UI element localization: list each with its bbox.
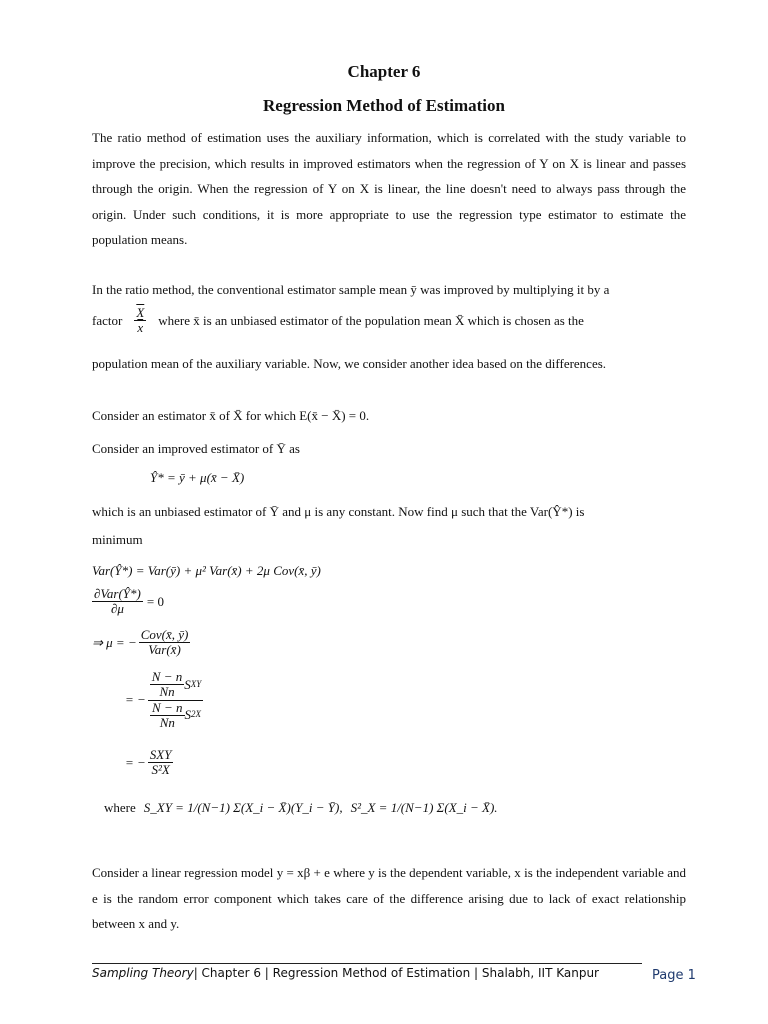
factor-numerator: $\overline{X}$	[136, 305, 145, 320]
footer-text	[92, 966, 599, 980]
unbiased-line: which is an unbiased estimator of Ȳ and μ is any constant. Now find μ such that the Var(Ŷ*) is	[92, 504, 585, 519]
intro-paragraph	[92, 125, 686, 253]
where-sx2: S²_X = 1/(N−1) Σ(X_i − X̄).	[350, 800, 498, 815]
equation-step2	[125, 670, 203, 730]
footer-book-title: Sampling Theory	[92, 966, 194, 980]
derivative-numerator: ∂Var(Ŷ*)	[94, 586, 141, 601]
factor-explanation: where x̄ is an unbiased estimator of the population mean X̄ which is chosen as the	[158, 312, 584, 328]
step2-denominator	[148, 701, 203, 731]
step3-lhs: = −	[125, 754, 146, 770]
chapter-title: Regression Method of Estimation	[263, 96, 505, 115]
regression-model-paragraph	[92, 860, 686, 937]
footer-rest: | Chapter 6 | Regression Method of Estimation | Shalabh, IIT Kanpur	[193, 966, 599, 980]
step2-den-sub: X	[195, 709, 201, 720]
step2-num-s: S	[184, 676, 191, 692]
mu-numerator: Cov(x̄, ȳ)	[140, 627, 189, 642]
equation-where	[104, 800, 498, 816]
ratio-method-line-3: population mean of the auxiliary variable. Now, we consider another idea based on the differences.	[92, 356, 607, 371]
ratio-method-line-2	[92, 306, 686, 336]
step2-num-inner-fraction	[150, 670, 184, 700]
step2-num-inner-top: N − n	[151, 669, 183, 684]
consider-improved-line: Consider an improved estimator of Ȳ as	[92, 441, 300, 456]
step2-den-sup: 2	[191, 709, 196, 720]
equation-improved-estimator: Ŷ* = ȳ + μ(x̄ − X̄)	[150, 470, 245, 485]
derivative-fraction	[92, 587, 143, 617]
mu-lhs: ⇒ μ = −	[92, 634, 137, 650]
ratio-method-line-1: In the ratio method, the conventional estimator sample mean ȳ was improved by multiplying it by a	[92, 282, 610, 297]
factor-fraction	[134, 306, 146, 336]
step2-den-inner-top: N − n	[152, 699, 183, 715]
step2-num-sub: XY	[190, 678, 202, 689]
step3-numerator: SXY	[149, 747, 172, 762]
step2-fraction	[148, 670, 203, 730]
where-sxy: S_XY = 1/(N−1) Σ(X_i − X̄)(Y_i − Ȳ),	[143, 800, 343, 815]
derivative-rhs: = 0	[146, 593, 164, 609]
mu-fraction	[139, 628, 191, 658]
where-label: where	[104, 800, 136, 815]
step3-denominator: S²X	[151, 762, 170, 778]
minimum-word: minimum	[92, 532, 143, 547]
consider-estimator-line: Consider an estimator x̄ of X̄ for which E(x̄ − X̄) = 0.	[92, 408, 370, 423]
step2-num-inner-bottom: Nn	[159, 684, 175, 700]
step2-numerator	[148, 670, 203, 701]
step2-den-s: S	[184, 707, 191, 723]
footer-rule	[92, 963, 642, 964]
step3-fraction	[148, 748, 174, 778]
derivative-denominator: ∂μ	[110, 601, 124, 617]
step2-den-inner-fraction	[150, 701, 184, 731]
intro-paragraph-text: The ratio method of estimation uses the auxiliary information, which is correlated with the study variable to improve the precision, which results in improved estimators when the regression of Y on X is linear and passes through the origin. When the regression of Y on X is linear, the line doesn't need to always pass through the origin. Under such conditions, it is more appropriate to use the regression type estimator to estimate the population means.	[92, 130, 686, 247]
factor-word: factor	[92, 312, 123, 328]
equation-step3	[125, 748, 173, 778]
equation-mu	[92, 628, 190, 658]
step2-lhs: = −	[125, 692, 146, 708]
page-number: Page 1	[652, 968, 696, 983]
equation-variance: Var(Ŷ*) = Var(ȳ) + μ² Var(x̄) + 2μ Cov(x̄, ȳ)	[92, 563, 321, 578]
mu-denominator: Var(x̄)	[148, 642, 181, 658]
factor-denominator: x	[137, 320, 144, 336]
step2-den-inner-bottom: Nn	[159, 714, 175, 730]
regression-model-text: Consider a linear regression model y = xβ + e where y is the dependent variable, x is the independent variable and e is the random error component which takes care of the difference arising due to lack of exact relationship between x and y.	[92, 865, 686, 931]
chapter-heading: Chapter 6	[347, 62, 421, 81]
equation-derivative	[92, 587, 164, 617]
